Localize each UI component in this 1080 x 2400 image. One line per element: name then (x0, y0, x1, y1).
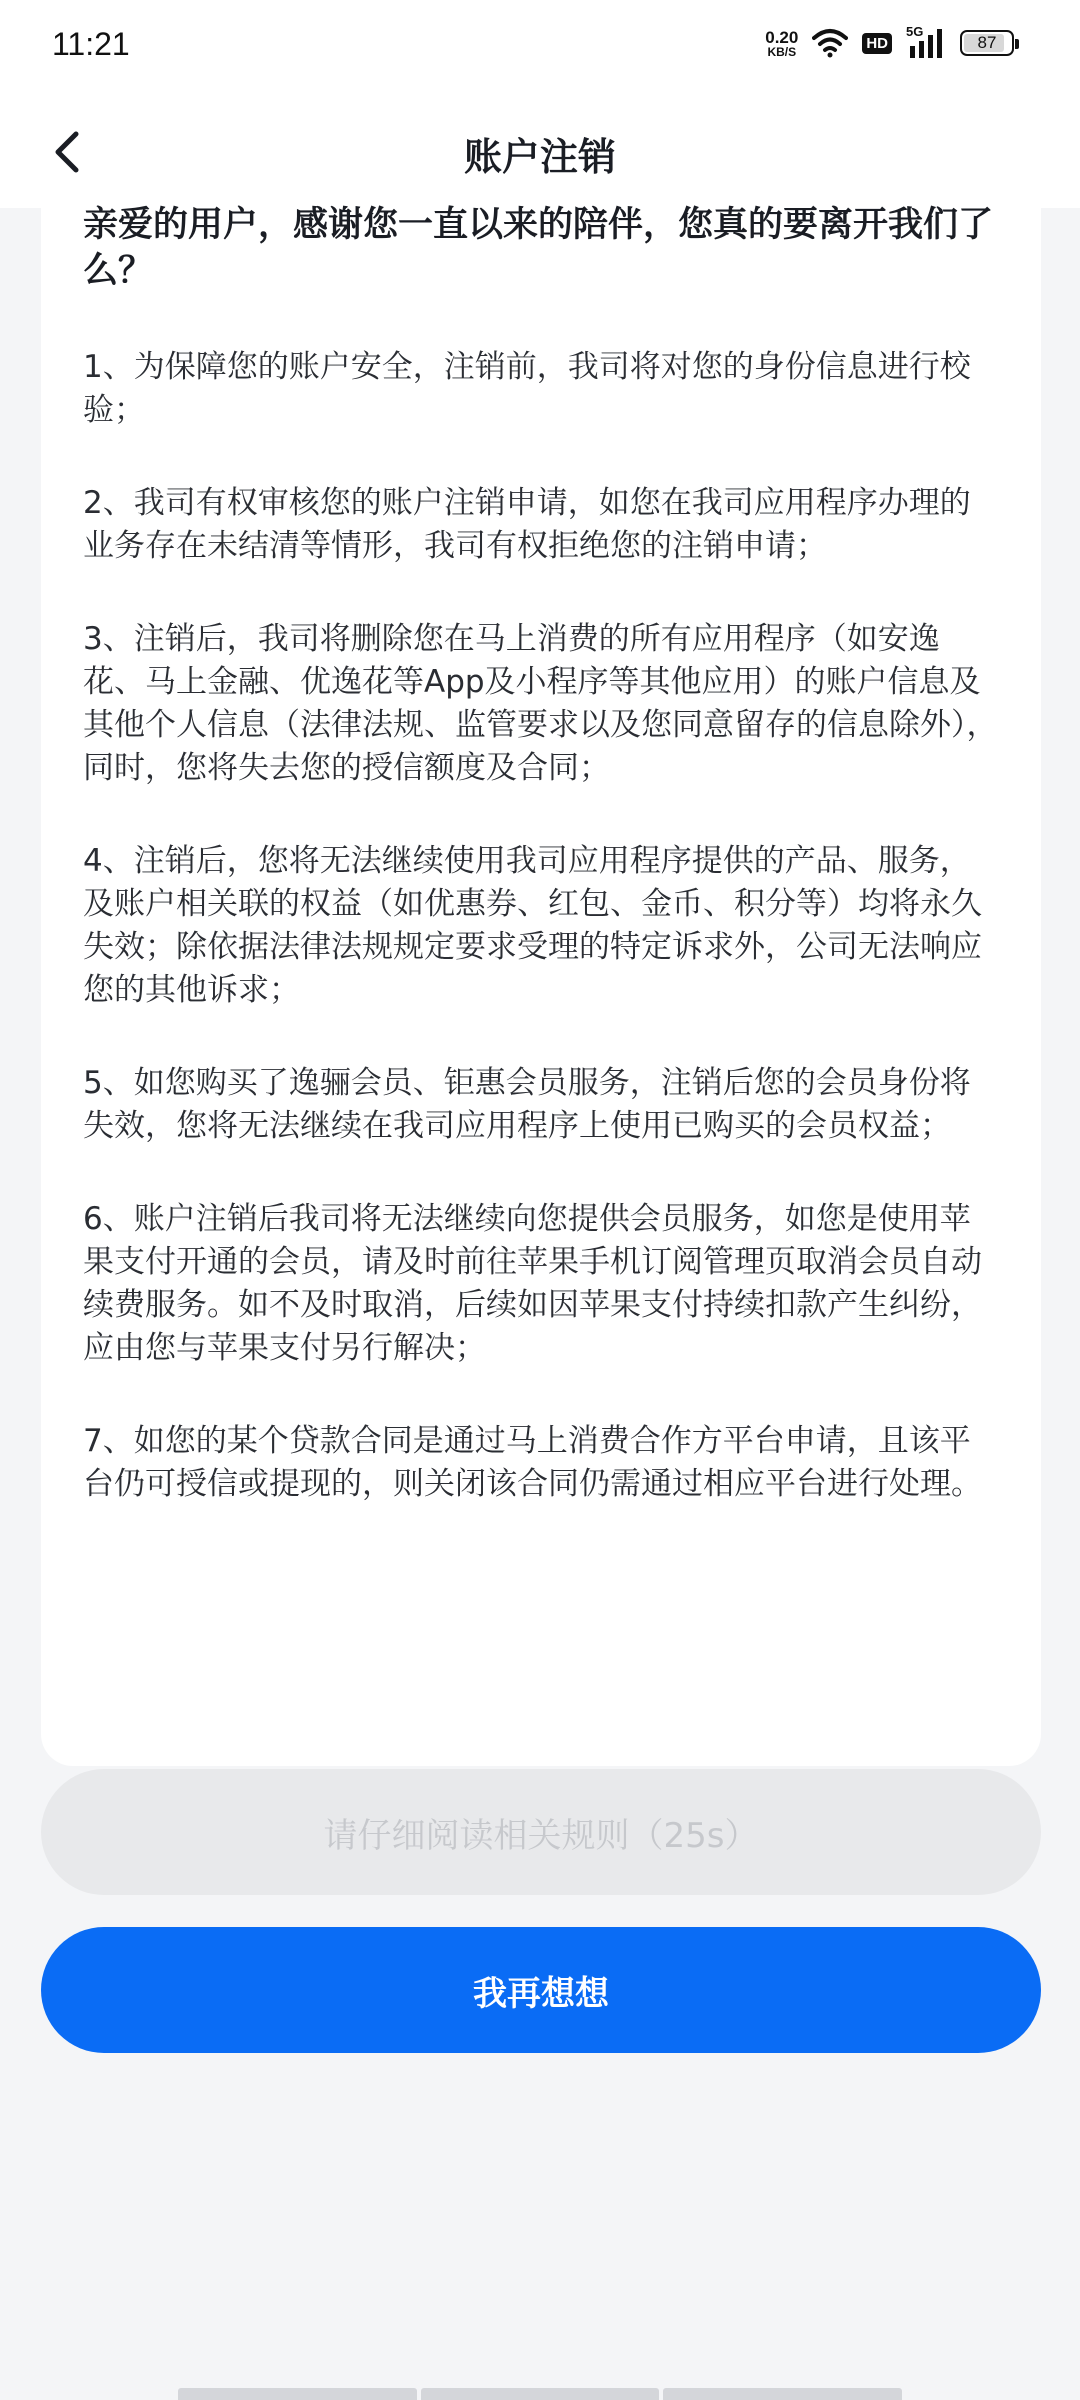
status-time: 11:21 (52, 26, 130, 62)
net-speed-unit: KB/S (767, 44, 797, 59)
clause-2: 2、我司有权审核您的账户注销申请，如您在我司应用程序办理的业务存在未结清等情形，我司有权拒绝您的注销申请； (83, 485, 971, 564)
clause-3: 3、注销后，我司将删除您在马上消费的所有应用程序（如安逸花、马上金融、优逸花等App及小程序等其他应用）的账户信息及其他个人信息（法律法规、监管要求以及您同意留存的信息除外），同时，您将失去您的授信额度及合同； (83, 621, 998, 786)
net-speed-indicator (765, 29, 798, 58)
home-indicator-segment (421, 2388, 660, 2400)
clause-6: 6、账户注销后我司将无法继续向您提供会员服务，如您是使用苹果支付开通的会员，请及时前往苹果手机订阅管理页取消会员自动续费服务。如不及时取消，后续如因苹果支付持续扣款产生纠纷，应由您与苹果支付另行解决； (83, 1201, 982, 1366)
battery-level: 87 (977, 33, 997, 52)
clause-1: 1、为保障您的账户安全，注销前，我司将对您的身份信息进行校验； (83, 349, 971, 428)
status-icons (765, 24, 1014, 59)
terms-card (41, 180, 1041, 1766)
page-title: 账户注销 (463, 135, 616, 179)
home-indicator-segment (178, 2388, 417, 2400)
intro-text: 亲爱的用户，感谢您一直以来的陪伴，您真的要离开我们了么？ (83, 205, 994, 291)
read-rules-button[interactable]: 请仔细阅读相关规则（25s） (41, 1769, 1041, 1895)
signal-icon (906, 24, 946, 58)
net-speed-value: 0.20 (765, 27, 799, 47)
home-indicator-segment (663, 2388, 902, 2400)
hd-badge: HD (862, 33, 892, 54)
network-type-label: 5G (906, 24, 924, 39)
wifi-icon (812, 28, 848, 58)
reconsider-button[interactable]: 我再想想 (41, 1927, 1041, 2053)
clause-7: 7、如您的某个贷款合同是通过马上消费合作方平台申请，且该平台仍可授信或提现的，则关闭该合同仍需通过相应平台进行处理。 (83, 1423, 982, 1502)
clause-5: 5、如您购买了逸骊会员、钜惠会员服务，注销后您的会员身份将失效，您将无法继续在我司应用程序上使用已购买的会员权益； (83, 1065, 971, 1144)
battery-icon (960, 30, 1014, 56)
home-indicator (178, 2388, 902, 2400)
status-bar (0, 0, 1080, 96)
clause-4: 4、注销后，您将无法继续使用我司应用程序提供的产品、服务，及账户相关联的权益（如优惠券、红包、金币、积分等）均将永久失效；除依据法律法规规定要求受理的特定诉求外，公司无法响应您的其他诉求； (83, 843, 982, 1008)
